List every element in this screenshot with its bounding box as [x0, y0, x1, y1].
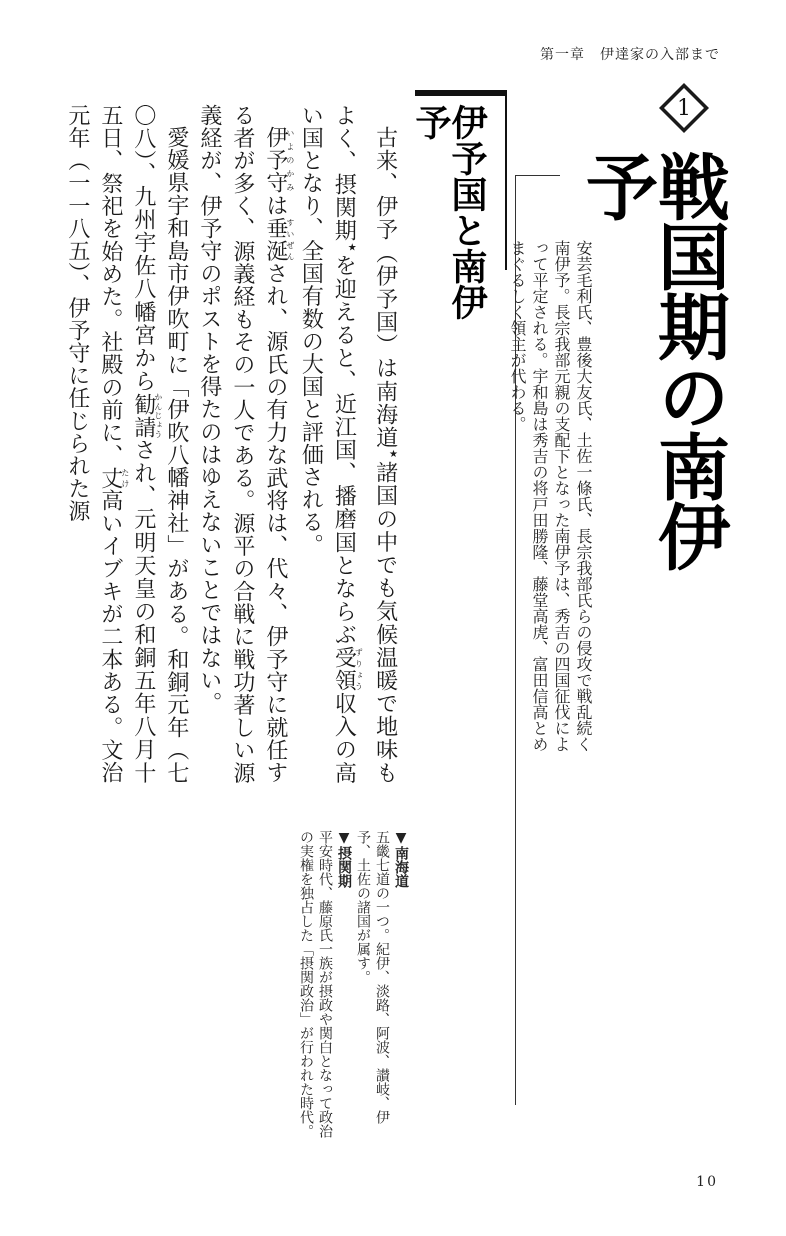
lead-rule-top: [515, 175, 560, 176]
section-title: 伊予国と南伊予: [410, 104, 488, 320]
glossary-definition: 平安時代、藤原氏一族が摂政や関白となって政治の実権を独占した「摂関政治」が行われた時代。: [298, 830, 333, 1138]
chapter-number: 1: [677, 95, 691, 121]
glossary-term: ▼摂関期: [336, 830, 352, 888]
paragraph: 古来、伊予（伊予国）は南海道★諸国の中でも気候温暖で地味もよく、摂関期★を迎えると、近江国、播磨国とならぶ受領ずりょう収入の高い国となり、全国有数の大国と評価される。: [298, 104, 399, 785]
page-number: 10: [696, 1174, 718, 1190]
glossary: [240, 830, 410, 1140]
running-head: 第一章 伊達家の入部まで: [540, 47, 720, 63]
glossary-term: ▼南海道: [393, 830, 409, 888]
ruby-word: 丈たけ: [97, 466, 130, 490]
footnote-star: ★: [346, 242, 358, 255]
section-rule-top: [415, 90, 507, 96]
footnote-star: ★: [388, 449, 399, 462]
chapter-title: 戦国期の南伊予: [574, 150, 731, 570]
ruby-word: 伊予守いよのかみ: [262, 126, 295, 195]
chapter-number-badge: [658, 82, 710, 134]
glossary-entry: [296, 830, 353, 1140]
ruby-word: 垂涎すいぜん: [262, 216, 295, 263]
ruby-word: 勧請かんじょう: [130, 392, 163, 439]
body-text: [64, 104, 410, 785]
glossary-entry: [353, 830, 410, 1140]
glossary-definition: 五畿七道の一つ。紀伊、淡路、阿波、讃岐、伊予、土佐の諸国が属す。: [355, 830, 390, 1124]
paragraph: 愛媛県宇和島市伊吹町に「伊吹八幡神社」がある。和銅元年（七〇八）、九州宇佐八幡宮から勧請かんじょうされ、元明天皇の和銅五年八月十五日、祭祀を始めた。社殿の前に、丈たけ高いイブキが二本ある。文治元年（一一八五）、伊予守に任じられた源: [64, 104, 189, 785]
ruby-word: 受領ずりょう: [331, 646, 364, 693]
paragraph: 伊予守いよのかみは垂涎すいぜんされ、源氏の有力な武将は、代々、伊予守に就任する者が多く、源義経もその一人である。源平の合戦に戦功著しい源義経が、伊予守のポストを得たのはゆえないことではない。: [196, 104, 295, 784]
chapter-lead: 安芸毛利氏、豊後大友氏、土佐一條氏、長宗我部氏らの侵攻で戦乱続く南伊予。長宗我部元親の支配下となった南伊予は、秀吉の四国征伐によって平定される。宇和島は秀吉の将戸田勝隆、藤堂高虎、富田信高とめまぐるしく領主が代わる。: [508, 240, 593, 752]
section-rule: [505, 90, 507, 270]
